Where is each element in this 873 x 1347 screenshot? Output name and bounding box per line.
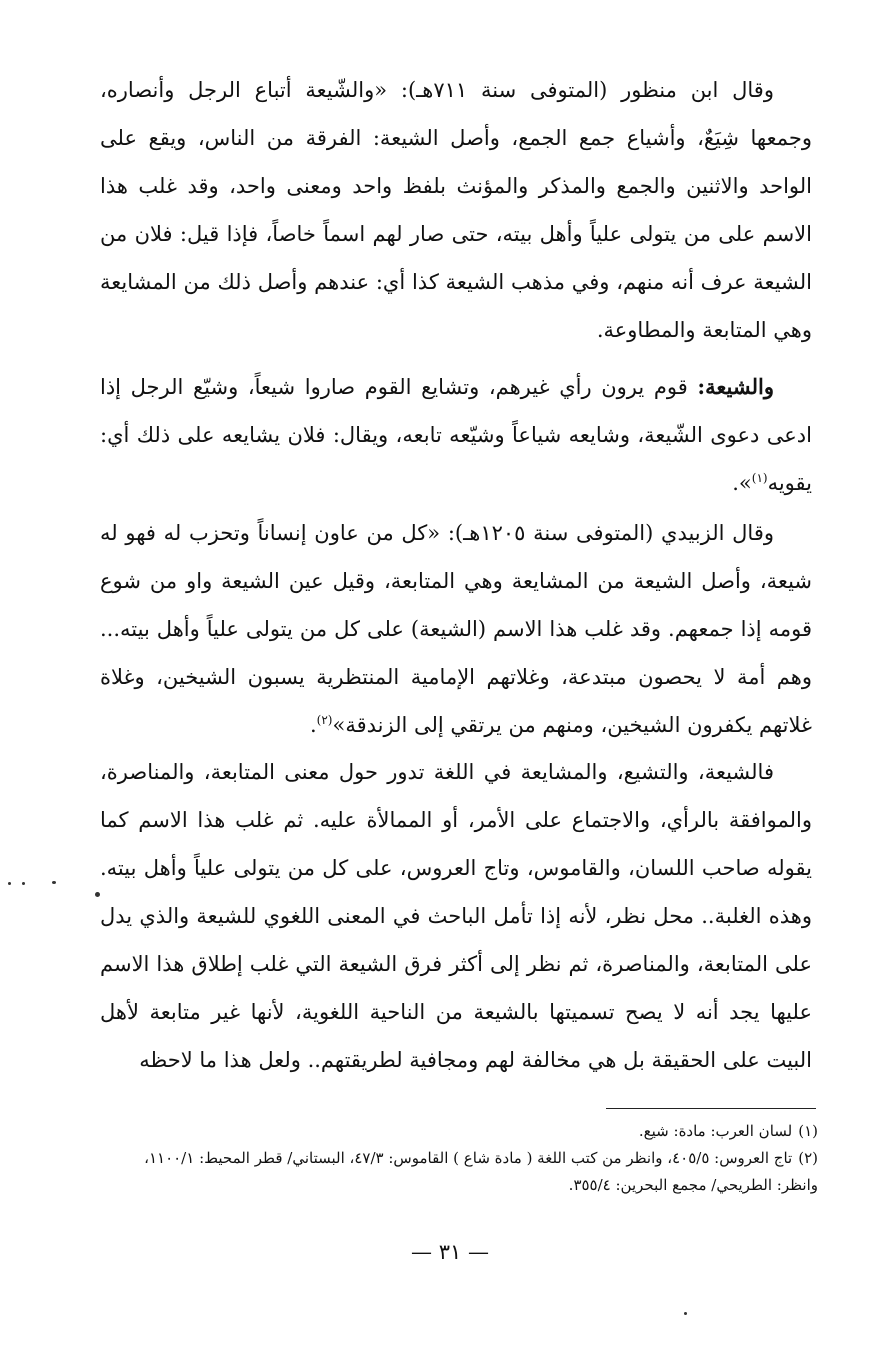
scan-speck [684, 1312, 687, 1315]
footnote-separator [606, 1108, 816, 1109]
paragraph-analysis [100, 748, 812, 1084]
paragraph-text: وقال ابن منظور (المتوفى سنة ٧١١هـ): «والشّيعة أتباع الرجل وأنصاره، وجمعها شِيَعٌ، وأشياع جمع الجمع، وأصل الشيعة: الفرقة من الناس، ويقع على الواحد والاثنين والجمع والمذكر والمؤنث بلفظ واحد ومعنى واحد، وقد غلب هذا الاسم على من يتولى علياً وأهل بيته، حتى صار لهم اسماً خاصاً، فإذا قيل: فلان من الشيعة عرف أنه منهم، وفي مذهب الشيعة كذا أي: عندهم وأصل ذلك من المشايعة وهي المتابعة والمطاوعة. [100, 78, 812, 342]
footnote-text: تاج العروس: ٤٠٥/٥، وانظر من كتب اللغة ( مادة شاع ) القاموس: ٤٧/٣، البستاني/ قطر المحيط: ١١٠٠/١، وانظر: الطريحي/ مجمع البحرين: ٣٥٥/٤. [144, 1149, 818, 1194]
scan-speck [95, 892, 100, 897]
paragraph-text: وقال الزبيدي (المتوفى سنة ١٢٠٥هـ): «كل من عاون إنساناً وتحزب له فهو له شيعة، وأصل الشيعة من المشايعة وهي المتابعة، وقيل عين الشيعة واو من شوع قومه إذا جمعهم. وقد غلب هذا الاسم (الشيعة) على كل من يتولى علياً وأهل بيته... وهم أمة لا يحصون مبتدعة، وغلاتهم الإمامية المنتظرية يسبون الشيخين، وغلاة غلاتهم يكفرون الشيخين، ومنهم من يرتقي إلى الزندقة» [100, 521, 812, 737]
footnotes [118, 1118, 818, 1199]
paragraph-shia-definition [100, 363, 812, 507]
footnote-2 [118, 1145, 818, 1199]
page-number: — ٣١ — [411, 1240, 489, 1264]
paragraph-ibn-manzur [100, 66, 812, 354]
scan-speck [22, 882, 25, 885]
scan-speck [52, 881, 56, 884]
paragraph-tail: ». [732, 471, 752, 495]
defined-term: والشيعة: [697, 374, 774, 399]
paragraph-text: فالشيعة، والتشيع، والمشايعة في اللغة تدور حول معنى المتابعة، والمناصرة، والموافقة بالرأي، والاجتماع على الأمر، أو الممالأة عليه. ثم غلب هذا الاسم كما يقوله صاحب اللسان، والقاموس، وتاج العروس، على كل من يتولى علياً وأهل بيته. وهذه الغلبة.. محل نظر، لأنه إذا تأمل الباحث في المعنى اللغوي للشيعة والذي يدل على المتابعة، والمناصرة، ثم نظر إلى أكثر فرق الشيعة التي غلب إطلاق هذا الاسم عليها يجد أنه لا يصح تسميتها بالشيعة من الناحية اللغوية، لأنها غير متابعة لأهل البيت على الحقيقة بل هي مخالفة لهم ومجافية لطريقتهم.. ولعل هذا ما لاحظه [100, 760, 812, 1072]
footnote-number: (٢) [798, 1149, 818, 1167]
paragraph-zabidi [100, 509, 812, 749]
footnote-number: (١) [798, 1122, 818, 1140]
paragraph-tail: . [309, 713, 317, 737]
paragraph-text: قوم يرون رأي غيرهم، وتشايع القوم صاروا شيعاً، وشيّع الرجل إذا ادعى دعوى الشّيعة، وشايعه شياعاً وشيّعه تابعه، ويقال: فلان يشايعه على ذلك أي: يقويه [100, 375, 812, 495]
footnote-reference-1: (١) [751, 471, 768, 485]
scan-speck [8, 882, 11, 885]
footnote-1 [118, 1118, 818, 1145]
footnote-text: لسان العرب: مادة: شيع. [638, 1122, 793, 1140]
footnote-reference-2: (٢) [316, 713, 333, 727]
